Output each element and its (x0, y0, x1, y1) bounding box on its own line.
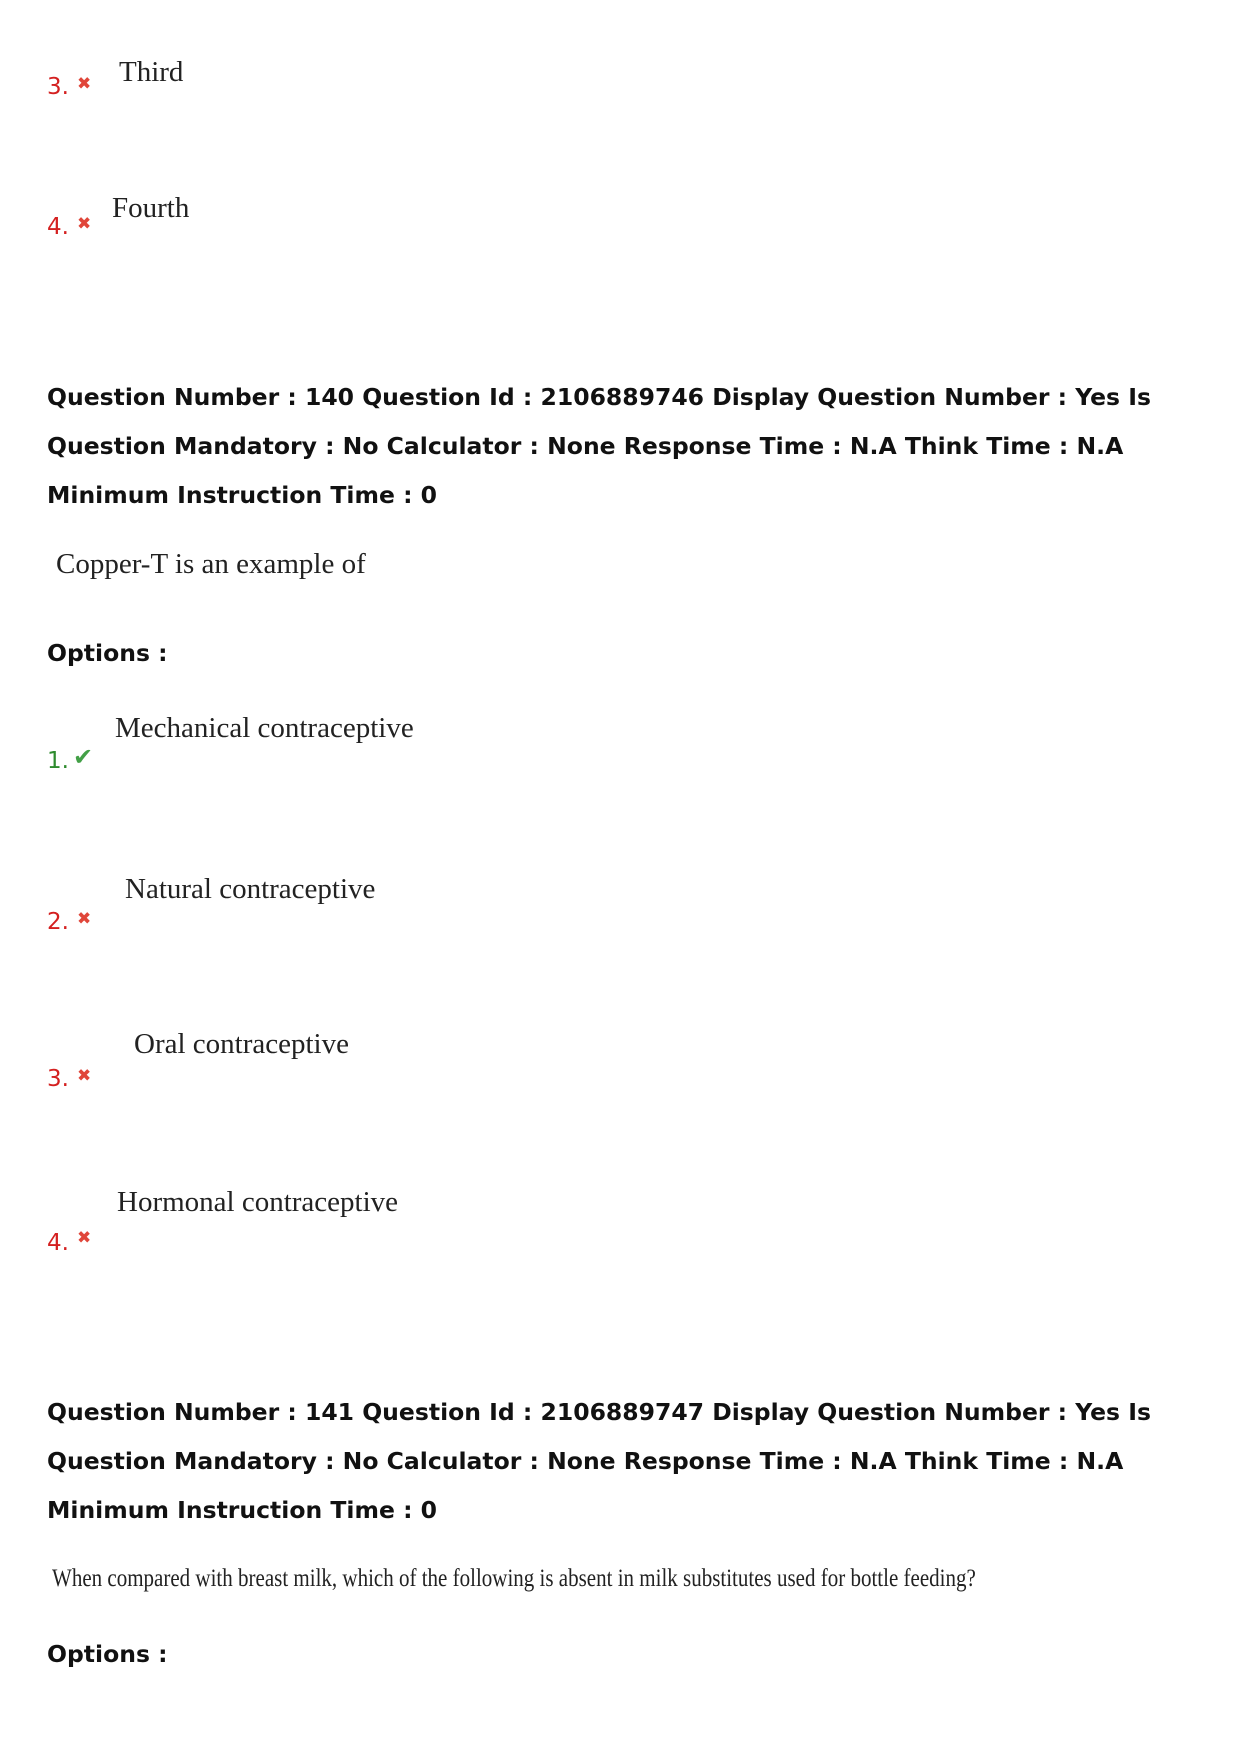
question-text: Copper-T is an example of (56, 548, 366, 580)
option-text: Mechanical contraceptive (115, 712, 414, 744)
option-number: 4. (47, 214, 69, 240)
option-number: 2. (47, 909, 69, 935)
check-icon: ✔ (73, 743, 94, 771)
option-text: Natural contraceptive (125, 873, 376, 905)
option-text: Hormonal contraceptive (117, 1186, 399, 1218)
option-item (47, 1028, 747, 1092)
option-item (47, 712, 747, 772)
option-item (47, 192, 747, 256)
cross-icon: ✖ (77, 1228, 92, 1248)
cross-icon: ✖ (77, 1066, 92, 1086)
question-text: When compared with breast milk, which of the following is absent in milk substitutes used for bottle feeding? (52, 1565, 976, 1592)
cross-icon: ✖ (77, 74, 92, 94)
option-text: Oral contraceptive (134, 1028, 349, 1060)
question-meta: Question Number : 140 Question Id : 2106889746 Display Question Number : Yes Is Question Mandatory : No Calculator : None Response Time : N.A Think Time : N.A Minimum Instruction Time : 0 (47, 383, 1151, 509)
option-number: 4. (47, 1230, 69, 1256)
option-number: 1. (47, 748, 69, 774)
option-item (47, 873, 747, 933)
option-number: 3. (47, 1066, 69, 1092)
question-meta: Question Number : 141 Question Id : 2106889747 Display Question Number : Yes Is Question Mandatory : No Calculator : None Response Time : N.A Think Time : N.A Minimum Instruction Time : 0 (47, 1398, 1151, 1524)
option-item (47, 1186, 747, 1256)
cross-icon: ✖ (77, 909, 92, 929)
option-text: Third (119, 56, 184, 88)
options-label: Options : (47, 639, 168, 667)
option-number: 3. (47, 74, 69, 100)
option-item (47, 56, 747, 122)
option-text: Fourth (112, 192, 190, 224)
cross-icon: ✖ (77, 214, 92, 234)
options-label: Options : (47, 1640, 168, 1668)
